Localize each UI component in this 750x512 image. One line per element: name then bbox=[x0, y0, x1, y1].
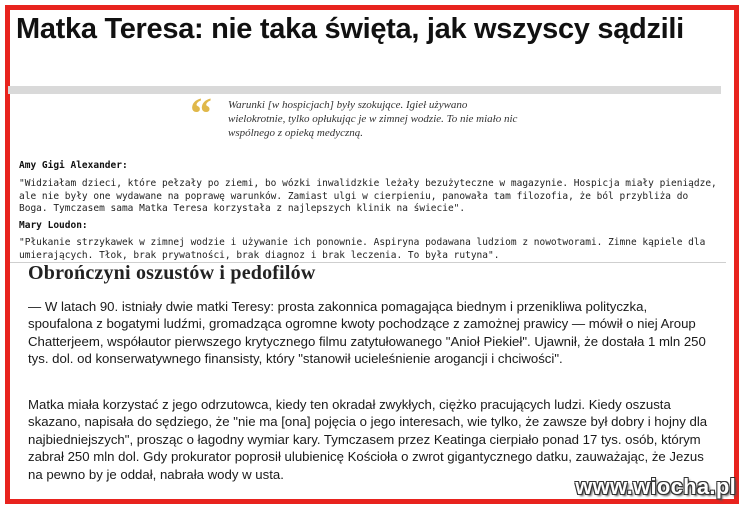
paragraph: Matka miała korzystać z jego odrzutowca, kiedy ten okradał zwykłych, ciężko pracujących ludzi. Kiedy oszusta skazano, napisała do sędziego, że "nie ma [ona] pojęcia o jego interesach, wie tylko, że zawsze był dobry i hojny dla najbiedniejszych", prosząc o łagodny wymiar kary. Tymczasem przez Keatinga cierpiało ponad 17 tys. osób, którym zabrał 250 mln dol. Gdy prokurator poprosił ulubienicę Kościoła o zwrot gigantycznego datku, zauważając, że Jezus na pewno by je oddał, nabrała wody w usta. bbox=[28, 397, 708, 482]
statement-text: "Widziałam dzieci, które pełzały po ziemi, bo wózki inwalidzkie leżały bezużyteczne w magazynie. Hospicja miały pieniądze, ale nie były one wydawane na poprawę warunków. Zamiast ulgi w cierpieniu, panowała tam filozofia, że ból przybliża do Boga. Tymczasem sama Matka Teresa korzystała z najlepszych klinik na świecie". bbox=[19, 178, 717, 214]
site-watermark: www.wiocha.pl bbox=[575, 474, 736, 499]
speaker-name: Amy Gigi Alexander: bbox=[19, 160, 128, 171]
speaker-name: Mary Loudon: bbox=[19, 220, 88, 231]
divider-bar bbox=[8, 86, 721, 94]
section-heading: Obrończyni oszustów i pedofilów bbox=[28, 262, 316, 284]
pull-quote bbox=[190, 89, 520, 140]
statement-text: "Płukanie strzykawek w zimnej wodzie i używanie ich ponownie. Aspiryna podawana ludziom z nowotworami. Zimne kąpiele dla umierających. Tłok, brak prywatności, brak diagnoz i brak leczenia. To była rutyna". bbox=[19, 237, 706, 261]
quote-mark-icon: “ bbox=[190, 89, 212, 138]
paragraph: — W latach 90. istniały dwie matki Teresy: prosta zakonnica pomagająca biednym i przenikliwa polityczka, spoufalona z bogatymi ludźmi, gromadząca ogromne kwoty pochodzące z zamożnej prawicy — mówił o niej Aroup Chatterjeem, współautor pierwszego krytycznego filmu zatytułowanego "Anioł Piekieł". Ujawnił, że dostała 1 mln 250 tys. dol. od konserwatywnego finansisty, który "stanowił ucieleśnienie arogancji i chciwości". bbox=[28, 299, 706, 367]
pull-quote-text: Warunki [w hospicjach] były szokujące. Igieł używano wielokrotnie, tylko opłukując je w zimnej wodzie. To nie miało nic wspólnego z opieką medyczną. bbox=[228, 99, 518, 139]
article-header bbox=[16, 12, 716, 47]
article-title: Matka Teresa: nie taka święta, jak wszyscy sądzili bbox=[16, 13, 684, 45]
